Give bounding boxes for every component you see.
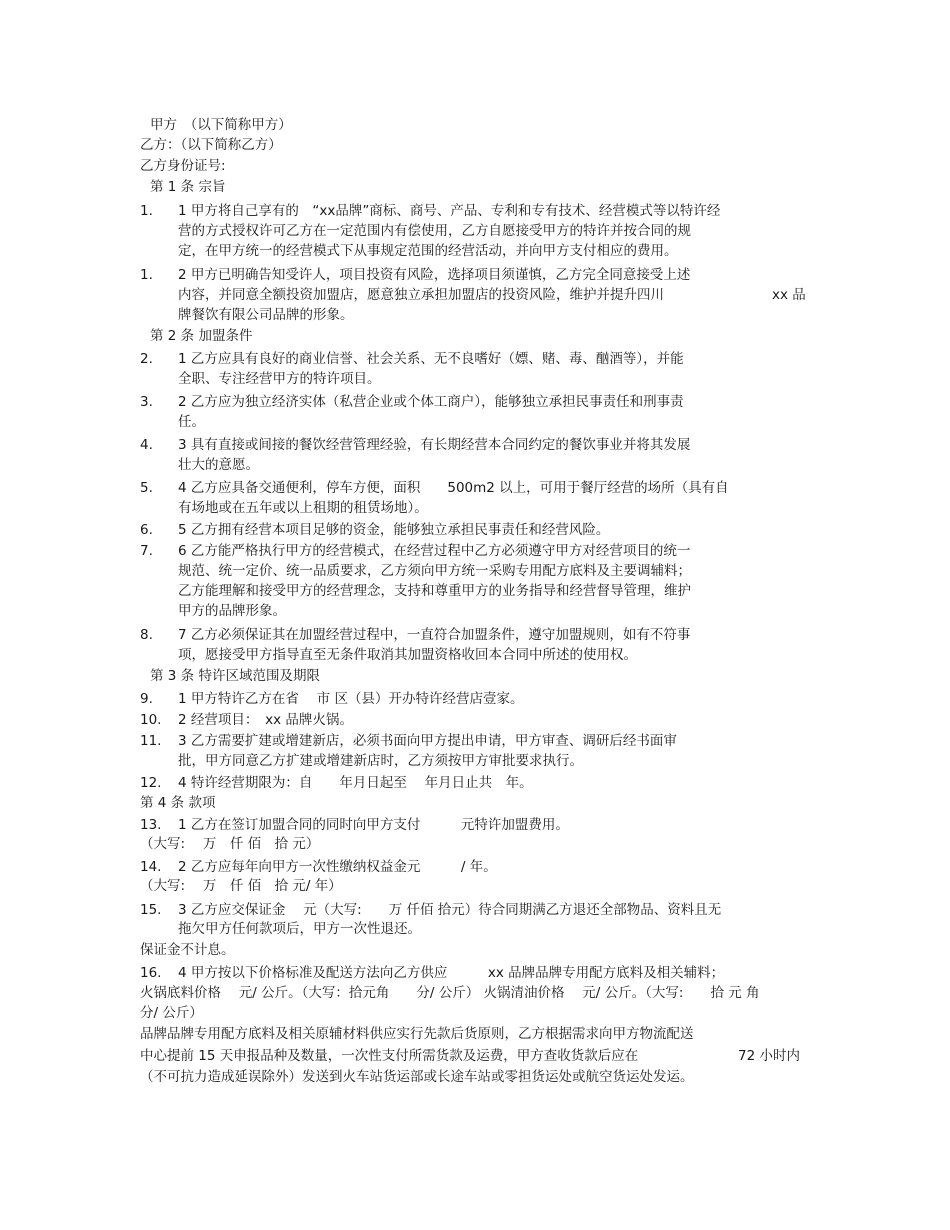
item-number: 4.	[140, 437, 153, 453]
item-text-line: 6 乙方能严格执行甲方的经营模式，在经营过程中乙方必须遵守甲方对经营项目的统一	[178, 543, 691, 559]
item-text-line: 2 甲方已明确告知受许人，项目投资有风险，选择项目须谨慎，乙方完全同意接受上述	[178, 267, 691, 283]
item-text-line: 4 甲方按以下价格标准及配送方法向乙方供应 xx 品牌品牌专用配方底料及相关辅料；	[178, 965, 725, 981]
item-text-line: 批，甲方同意乙方扩建或增建新店时，乙方须按甲方审批要求执行。	[178, 753, 583, 769]
tail-line: 分/ 公斤）	[140, 1005, 203, 1021]
item-text-line: 甲方的品牌形象。	[178, 603, 286, 619]
item-number: 5.	[140, 480, 153, 496]
item-number: 1.	[140, 267, 153, 283]
section-4-heading: 第 4 条 款项	[140, 795, 216, 811]
item-number: 1.	[140, 203, 153, 219]
section-2-heading: 第 2 条 加盟条件	[150, 328, 253, 344]
tail-line: 品牌品牌专用配方底料及相关原辅材料供应实行先款后货原则，乙方根据需求向甲方物流配送	[140, 1026, 694, 1042]
item-number: 10.	[140, 712, 162, 728]
item-number: 8.	[140, 627, 153, 643]
deposit-note: 保证金不计息。	[140, 942, 235, 958]
item-text-line: 7 乙方必须保证其在加盟经营过程中，一直符合加盟条件，遵守加盟规则，如有不符事	[178, 627, 691, 643]
item-number: 7.	[140, 543, 153, 559]
item-text-line: 2 经营项目： xx 品牌火锅。	[178, 712, 353, 728]
item-number: 13.	[140, 817, 162, 833]
tail-line: （不可抗力造成延误除外）发送到火车站货运部或长途车站或零担货运处或航空货运处发运。	[140, 1069, 694, 1085]
tail-line: 火锅底料价格 元/ 公斤。（大写：拾元角 分/ 公斤） 火锅清油价格 元/ 公斤。（大写: 拾 元 角	[140, 985, 760, 1001]
item-number: 3.	[140, 394, 153, 410]
section-3-heading: 第 3 条 特许区域范围及期限	[150, 668, 320, 684]
item-text-line: 定，在甲方统一的经营模式下从事规定范围的经营活动，并向甲方支付相应的费用。	[178, 243, 678, 259]
item-text-line: 全职、专注经营甲方的特许项目。	[178, 371, 381, 387]
item-text-line: 壮大的意愿。	[178, 457, 259, 473]
item-text-line: 1 甲方将自己享有的 “xx品牌”商标、商号、产品、专利和专有技术、经营模式等以特许经	[178, 203, 721, 219]
item-text-line: 3 具有直接或间接的餐饮经营管理经验，有长期经营本合同约定的餐饮事业并将其发展	[178, 437, 691, 453]
item-number: 11.	[140, 733, 162, 749]
item-text-line: 3 乙方应交保证金 元（大写: 万 仟佰 拾元）待合同期满乙方退还全部物品、资料且无	[178, 902, 722, 918]
item-number: 15.	[140, 902, 162, 918]
item-text-line: 内容，并同意全额投资加盟店，愿意独立承担加盟店的投资风险，维护并提升四川	[178, 287, 664, 303]
item-text-line: 5 乙方拥有经营本项目足够的资金，能够独立承担民事责任和经营风险。	[178, 522, 610, 538]
item-text-line: 2 乙方应每年向甲方一次性缴纳权益金元 / 年。	[178, 859, 497, 875]
item-number: 2.	[140, 351, 153, 367]
item-number: 16.	[140, 965, 162, 981]
party-b-id-line: 乙方身份证号:	[140, 158, 226, 174]
tail-line: 中心提前 15 天申报品种及数量，一次性支付所需货款及运费，甲方查收货款后应在	[140, 1048, 639, 1064]
item-text-line: 4 乙方应具备交通便利，停车方便，面积 500m2 以上，可用于餐厅经营的场所（具有自	[178, 480, 729, 496]
item-text-line: 营的方式授权许可乙方在一定范围内有偿使用，乙方自愿接受甲方的特许并按合同的规	[178, 223, 691, 239]
item-text-line: 有场地或在五年或以上租期的租赁场地）。	[178, 500, 428, 516]
item-number: 6.	[140, 522, 153, 538]
item-text-line: 乙方能理解和接受甲方的经营理念，支持和尊重甲方的业务指导和经营督导管理，维护	[178, 583, 691, 599]
item-text-line: 1 乙方应具有良好的商业信誉、社会关系、无不良嗜好（嫖、赌、毒、酗酒等），并能	[178, 351, 684, 367]
item-text-line: 项，愿接受甲方指导直至无条件取消其加盟资格收回本合同中所述的使用权。	[178, 647, 637, 663]
item-text-line: 任。	[178, 414, 205, 430]
item-text-line: 拖欠甲方任何款项后，甲方一次性退还。	[178, 921, 421, 937]
item-text-line: 1 甲方特许乙方在省 市 区（县）开办特许经营店壹家。	[178, 691, 524, 707]
section-1-heading: 第 1 条 宗旨	[150, 179, 226, 195]
party-b-line: 乙方：（以下简称乙方）	[140, 137, 282, 153]
party-a-line: 甲方 （以下简称甲方）	[150, 117, 292, 133]
item-text-line: 规范、统一定价、统一品质要求，乙方须向甲方统一采购专用配方底料及主要调辅料；	[178, 563, 691, 579]
amount-in-words: （大写: 万 仟 佰 拾 元/ 年）	[140, 878, 342, 894]
item-number: 12.	[140, 775, 162, 791]
tail-extra: 72 小时内	[738, 1048, 800, 1064]
item-text-extra: xx 品	[772, 287, 806, 303]
amount-in-words: （大写: 万 仟 佰 拾 元）	[140, 836, 320, 852]
item-text-line: 牌餐饮有限公司品牌的形象。	[178, 307, 354, 323]
item-text-line: 2 乙方应为独立经济实体（私营企业或个体工商户），能够独立承担民事责任和刑事责	[178, 394, 684, 410]
item-number: 14.	[140, 859, 162, 875]
item-text-line: 3 乙方需要扩建或增建新店，必须书面向甲方提出申请，甲方审查、调研后经书面审	[178, 733, 677, 749]
item-text-line: 4 特许经营期限为：自 年月日起至 年月日止共 年。	[178, 775, 533, 791]
item-text-line: 1 乙方在签订加盟合同的同时向甲方支付 元特许加盟费用。	[178, 817, 569, 833]
item-number: 9.	[140, 691, 153, 707]
